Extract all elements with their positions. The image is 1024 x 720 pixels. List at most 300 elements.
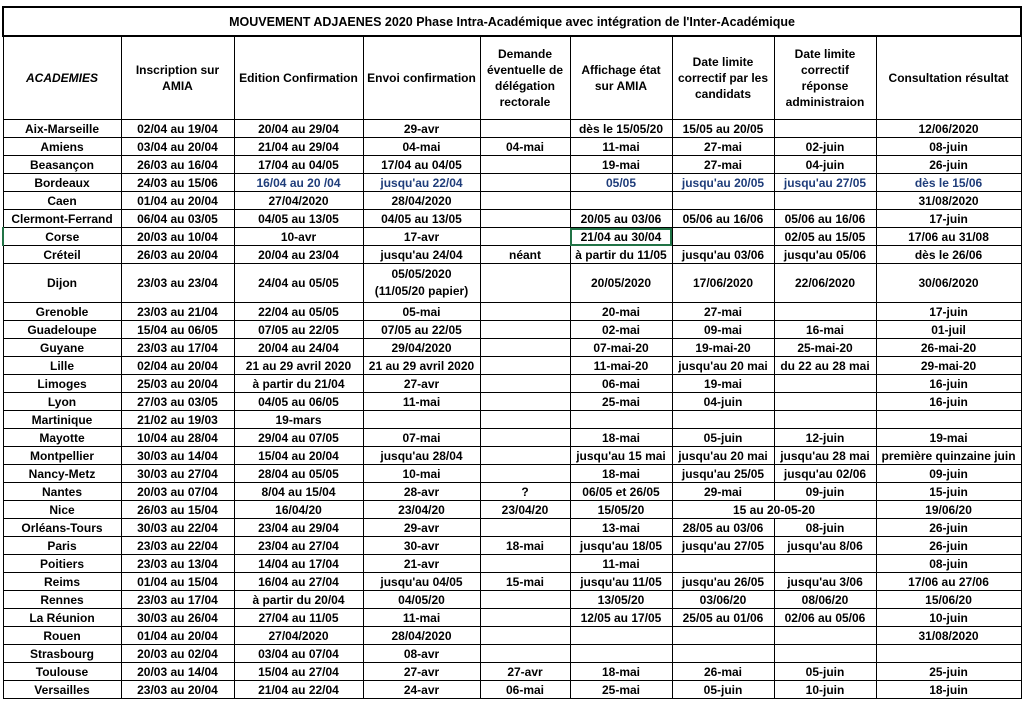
table-cell[interactable]: jusqu'au 20 mai [672,447,774,465]
table-cell[interactable]: 15 au 20-05-20 [672,501,876,519]
table-cell[interactable]: 19-mai-20 [672,339,774,357]
academy-name-cell[interactable]: La Réunion [3,609,121,627]
table-cell[interactable]: 29/04/2020 [363,339,480,357]
table-cell[interactable]: à partir du 21/04 [234,375,363,393]
academy-name-cell[interactable]: Aix-Marseille [3,120,121,138]
table-cell[interactable]: 17/06 au 27/06 [876,573,1021,591]
table-cell[interactable]: jusqu'au 8/06 [774,537,876,555]
table-cell[interactable]: 16/04 au 20 /04 [234,174,363,192]
table-cell[interactable]: 13-mai [570,519,672,537]
academy-name-cell[interactable]: Nancy-Metz [3,465,121,483]
table-cell[interactable]: 17/04 au 04/05 [363,156,480,174]
table-cell[interactable] [480,393,570,411]
table-cell[interactable] [774,393,876,411]
table-cell[interactable]: 08-juin [876,138,1021,156]
table-cell[interactable] [480,627,570,645]
table-cell[interactable]: 23/03 au 22/04 [121,537,234,555]
table-head [3,7,1021,120]
table-cell[interactable] [363,411,480,429]
table-row [3,321,1021,339]
table-cell[interactable]: 04/05 au 13/05 [363,210,480,228]
table-cell[interactable]: 10-juin [774,681,876,699]
table-cell[interactable]: 10/04 au 28/04 [121,429,234,447]
table-cell[interactable] [570,411,672,429]
table-cell[interactable]: 15-juin [876,483,1021,501]
table-cell[interactable]: 26-mai [672,663,774,681]
table-cell[interactable]: 09-juin [774,483,876,501]
table-cell[interactable]: 20/04 au 23/04 [234,246,363,264]
table-cell[interactable]: 18-mai [570,663,672,681]
table-body [3,120,1021,699]
table-cell[interactable] [480,519,570,537]
table-cell[interactable] [774,645,876,663]
table-cell[interactable]: 30-avr [363,537,480,555]
table-cell[interactable] [774,411,876,429]
table-cell[interactable]: 29/04 au 07/05 [234,429,363,447]
table-cell[interactable]: 11-mai [363,393,480,411]
table-cell[interactable]: 21 au 29 avril 2020 [234,357,363,375]
table-cell[interactable] [480,429,570,447]
table-cell[interactable]: 22/06/2020 [774,264,876,303]
table-cell[interactable]: 08-juin [774,519,876,537]
table-cell[interactable]: 02/04 au 20/04 [121,357,234,375]
header-affichage[interactable]: Affichage état sur AMIA [570,36,672,120]
table-cell[interactable]: 02/04 au 19/04 [121,120,234,138]
table-cell[interactable]: 17/06/2020 [672,264,774,303]
table-cell[interactable]: 23/04/20 [363,501,480,519]
table-cell[interactable]: jusqu'au 27/05 [774,174,876,192]
table-cell[interactable]: 22/04 au 05/05 [234,303,363,321]
table-cell[interactable]: 20/03 au 02/04 [121,645,234,663]
academy-name-cell[interactable]: Lyon [3,393,121,411]
table-cell[interactable]: 19-mai [570,156,672,174]
header-academies[interactable]: ACADEMIES [3,36,121,120]
table-cell[interactable]: 04-juin [774,156,876,174]
table-cell[interactable] [774,192,876,210]
sheet-title[interactable]: MOUVEMENT ADJAENES 2020 Phase Intra-Académique avec intégration de l'Inter-Académique [3,7,1021,36]
table-cell[interactable]: 30/03 au 27/04 [121,465,234,483]
academy-name-cell[interactable]: Paris [3,537,121,555]
table-cell[interactable]: jusqu'au 20 mai [672,357,774,375]
table-cell[interactable] [480,591,570,609]
table-cell[interactable]: 20/03 au 14/04 [121,663,234,681]
table-cell[interactable] [570,645,672,663]
table-cell[interactable]: 05/05/2020 (11/05/20 papier) [363,264,480,303]
table-cell[interactable]: 20/03 au 07/04 [121,483,234,501]
academy-name-cell[interactable]: Nantes [3,483,121,501]
table-cell[interactable]: 27-mai [672,303,774,321]
table-cell[interactable]: jusqu'au 24/04 [363,246,480,264]
table-cell[interactable]: 19-mai [672,375,774,393]
table-cell[interactable] [672,192,774,210]
table-cell[interactable]: 30/03 au 22/04 [121,519,234,537]
academy-name-cell[interactable]: Clermont-Ferrand [3,210,121,228]
table-cell[interactable] [480,339,570,357]
table-cell[interactable]: à partir du 20/04 [234,591,363,609]
table-cell[interactable]: 25/03 au 20/04 [121,375,234,393]
table-cell[interactable] [672,411,774,429]
table-cell[interactable]: 08-avr [363,645,480,663]
table-cell[interactable]: dès le 15/06 [876,174,1021,192]
table-cell[interactable]: 23/04 au 29/04 [234,519,363,537]
table-cell[interactable]: jusqu'au 28/04 [363,447,480,465]
header-correctif-administration[interactable]: Date limite correctif réponse administraion [774,36,876,120]
table-cell[interactable]: 16-juin [876,393,1021,411]
table-cell[interactable]: 16-juin [876,375,1021,393]
academy-name-cell[interactable]: Dijon [3,264,121,303]
table-cell[interactable]: 02/06 au 05/06 [774,609,876,627]
table-cell[interactable]: du 22 au 28 mai [774,357,876,375]
table-cell[interactable]: 21/04 au 29/04 [234,138,363,156]
table-cell[interactable] [774,555,876,573]
academy-name-cell[interactable]: Guadeloupe [3,321,121,339]
academy-name-cell[interactable]: Grenoble [3,303,121,321]
table-cell[interactable] [480,264,570,303]
academy-name-cell[interactable]: Reims [3,573,121,591]
table-cell[interactable]: 28/04/2020 [363,627,480,645]
academy-name-cell[interactable]: Créteil [3,246,121,264]
table-cell[interactable]: 23/03 au 17/04 [121,591,234,609]
table-cell[interactable]: 06/04 au 03/05 [121,210,234,228]
table-cell[interactable]: 01-juil [876,321,1021,339]
table-cell[interactable]: 18-juin [876,681,1021,699]
table-cell[interactable] [480,447,570,465]
table-cell[interactable] [876,645,1021,663]
academy-name-cell[interactable]: Nice [3,501,121,519]
table-cell[interactable]: 29-avr [363,120,480,138]
table-cell[interactable] [570,192,672,210]
table-cell[interactable]: 06/05 et 26/05 [570,483,672,501]
table-row [3,375,1021,393]
header-envoi[interactable]: Envoi confirmation [363,36,480,120]
table-cell[interactable]: 25-mai [570,681,672,699]
table-cell[interactable]: 26/03 au 20/04 [121,246,234,264]
table-cell[interactable]: 20/04 au 29/04 [234,120,363,138]
table-cell[interactable] [480,357,570,375]
table-cell[interactable]: 12-juin [774,429,876,447]
table-cell[interactable]: 08/06/20 [774,591,876,609]
table-cell[interactable]: 05/05 [570,174,672,192]
table-cell[interactable]: 07-mai-20 [570,339,672,357]
table-cell[interactable]: 27-mai [672,138,774,156]
table-cell[interactable]: 24/03 au 15/06 [121,174,234,192]
table-cell[interactable]: 02/05 au 15/05 [774,228,876,246]
table-cell[interactable]: 27/04 au 11/05 [234,609,363,627]
table-cell[interactable]: 20/03 au 10/04 [121,228,234,246]
table-cell[interactable]: 25-mai-20 [774,339,876,357]
academy-name-cell[interactable]: Martinique [3,411,121,429]
table-cell[interactable]: jusqu'au 27/05 [672,537,774,555]
table-cell[interactable]: 07-mai [363,429,480,447]
table-cell[interactable]: 05-juin [774,663,876,681]
table-cell[interactable]: 27/03 au 03/05 [121,393,234,411]
table-cell[interactable]: 09-juin [876,465,1021,483]
table-cell[interactable]: jusqu'au 04/05 [363,573,480,591]
table-cell[interactable]: ? [480,483,570,501]
table-cell[interactable]: 01/04 au 20/04 [121,192,234,210]
table-cell[interactable] [876,411,1021,429]
table-cell[interactable] [480,120,570,138]
table-cell[interactable]: 11-mai [570,555,672,573]
header-edition[interactable]: Edition Confirmation [234,36,363,120]
table-cell[interactable]: première quinzaine juin [876,447,1021,465]
table-cell[interactable] [672,627,774,645]
table-cell[interactable]: 19/06/20 [876,501,1021,519]
table-cell[interactable]: 21-avr [363,555,480,573]
table-cell[interactable] [480,210,570,228]
table-cell[interactable]: 16/04 au 27/04 [234,573,363,591]
table-row [3,411,1021,429]
header-delegation[interactable]: Demande éventuelle de délégation rectorale [480,36,570,120]
table-cell[interactable]: 16-mai [774,321,876,339]
table-cell[interactable]: 14/04 au 17/04 [234,555,363,573]
table-cell[interactable]: 17/04 au 04/05 [234,156,363,174]
table-cell[interactable]: 27-avr [363,375,480,393]
academy-name-cell[interactable]: Corse [3,228,121,246]
table-cell[interactable]: jusqu'au 05/06 [774,246,876,264]
table-cell[interactable]: jusqu'au 15 mai [570,447,672,465]
table-cell[interactable]: 19-mars [234,411,363,429]
table-cell[interactable]: jusqu'au 25/05 [672,465,774,483]
table-cell[interactable]: 13/05/20 [570,591,672,609]
table-cell[interactable]: 11-mai-20 [570,357,672,375]
table-cell[interactable]: 17-avr [363,228,480,246]
table-cell[interactable]: 15/05/20 [570,501,672,519]
table-cell[interactable]: 26/03 au 15/04 [121,501,234,519]
table-cell[interactable]: à partir du 11/05 [570,246,672,264]
academy-name-cell[interactable]: Beasançon [3,156,121,174]
title-row [3,7,1021,36]
table-cell[interactable]: 01/04 au 20/04 [121,627,234,645]
table-cell[interactable]: 21/04 au 22/04 [234,681,363,699]
table-cell[interactable]: 15/04 au 27/04 [234,663,363,681]
table-cell[interactable] [774,627,876,645]
table-cell[interactable]: 04-mai [363,138,480,156]
table-cell[interactable]: 03/06/20 [672,591,774,609]
table-cell[interactable]: 29-mai [672,483,774,501]
table-cell[interactable]: 20/05 au 03/06 [570,210,672,228]
academy-name-cell[interactable]: Amiens [3,138,121,156]
table-cell[interactable]: 04-mai [480,138,570,156]
table-cell[interactable]: 09-mai [672,321,774,339]
table-cell[interactable]: 15-mai [480,573,570,591]
header-correctif-candidats[interactable]: Date limite correctif par les candidats [672,36,774,120]
table-cell[interactable] [672,555,774,573]
table-cell[interactable]: 31/08/2020 [876,627,1021,645]
academy-name-cell[interactable]: Toulouse [3,663,121,681]
table-cell[interactable]: 25-juin [876,663,1021,681]
table-cell[interactable]: jusqu'au 11/05 [570,573,672,591]
header-row [3,36,1021,120]
table-cell[interactable] [480,321,570,339]
table-cell[interactable]: 30/03 au 14/04 [121,447,234,465]
table-cell[interactable]: 26-juin [876,519,1021,537]
academy-name-cell[interactable]: Limoges [3,375,121,393]
table-cell[interactable]: 25-mai [570,393,672,411]
table-cell[interactable]: 11-mai [363,609,480,627]
table-row [3,501,1021,519]
table-cell[interactable]: 17-juin [876,303,1021,321]
table-cell[interactable]: 28-avr [363,483,480,501]
academy-name-cell[interactable]: Lille [3,357,121,375]
academy-name-cell[interactable]: Orléans-Tours [3,519,121,537]
table-cell[interactable]: 02-mai [570,321,672,339]
table-cell[interactable]: 26/03 au 16/04 [121,156,234,174]
table-cell[interactable]: 21 au 29 avril 2020 [363,357,480,375]
table-cell[interactable]: 17/06 au 31/08 [876,228,1021,246]
table-cell[interactable] [480,609,570,627]
table-cell[interactable]: 06-mai [570,375,672,393]
table-cell[interactable]: 05/06 au 16/06 [774,210,876,228]
table-cell[interactable]: 06-mai [480,681,570,699]
table-cell[interactable] [480,465,570,483]
table-cell[interactable]: 10-mai [363,465,480,483]
table-cell[interactable]: 31/08/2020 [876,192,1021,210]
table-cell[interactable]: 10-avr [234,228,363,246]
table-cell[interactable]: jusqu'au 20/05 [672,174,774,192]
table-cell[interactable]: 16/04/20 [234,501,363,519]
table-cell[interactable]: 25/05 au 01/06 [672,609,774,627]
academy-name-cell[interactable]: Versailles [3,681,121,699]
academy-name-cell[interactable]: Bordeaux [3,174,121,192]
table-cell[interactable]: 23/03 au 20/04 [121,681,234,699]
table-cell[interactable]: 12/05 au 17/05 [570,609,672,627]
table-row [3,138,1021,156]
table-cell[interactable]: 03/04 au 20/04 [121,138,234,156]
table-cell[interactable]: 26-juin [876,156,1021,174]
table-cell[interactable]: jusqu'au 3/06 [774,573,876,591]
table-cell[interactable]: jusqu'au 03/06 [672,246,774,264]
table-cell[interactable]: 20/04 au 24/04 [234,339,363,357]
table-cell[interactable] [480,192,570,210]
table-cell[interactable]: jusqu'au 18/05 [570,537,672,555]
table-cell[interactable]: 20/05/2020 [570,264,672,303]
table-cell[interactable]: 04-juin [672,393,774,411]
table-cell[interactable]: 24/04 au 05/05 [234,264,363,303]
table-cell[interactable]: 30/03 au 26/04 [121,609,234,627]
table-cell[interactable]: 18-mai [570,465,672,483]
academy-name-cell[interactable]: Guyane [3,339,121,357]
table-cell[interactable]: jusqu'au 22/04 [363,174,480,192]
academy-name-cell[interactable]: Rouen [3,627,121,645]
table-cell[interactable]: 15/06/20 [876,591,1021,609]
table-cell[interactable]: 26-juin [876,537,1021,555]
table-cell[interactable]: 20-mai [570,303,672,321]
table-cell[interactable]: 8/04 au 15/04 [234,483,363,501]
table-cell[interactable]: 07/05 au 22/05 [363,321,480,339]
table-cell[interactable]: jusqu'au 28 mai [774,447,876,465]
table-cell[interactable]: 08-juin [876,555,1021,573]
table-cell[interactable]: 27-mai [672,156,774,174]
table-cell[interactable]: 12/06/2020 [876,120,1021,138]
table-cell[interactable]: 05/06 au 16/06 [672,210,774,228]
table-cell[interactable]: 10-juin [876,609,1021,627]
table-cell[interactable]: 27-avr [363,663,480,681]
academy-name-cell[interactable]: Montpellier [3,447,121,465]
table-cell[interactable]: 05-mai [363,303,480,321]
table-cell[interactable]: 18-mai [480,537,570,555]
table-cell[interactable]: 04/05 au 06/05 [234,393,363,411]
header-consultation[interactable]: Consultation résultat [876,36,1021,120]
table-cell[interactable] [570,627,672,645]
table-cell[interactable] [672,228,774,246]
table-cell[interactable] [480,555,570,573]
table-cell[interactable] [480,228,570,246]
table-cell[interactable] [774,120,876,138]
table-cell[interactable]: 28/05 au 03/06 [672,519,774,537]
table-cell[interactable]: 27-avr [480,663,570,681]
table-cell[interactable]: néant [480,246,570,264]
academy-name-cell[interactable]: Strasbourg [3,645,121,663]
table-cell[interactable]: dès le 26/06 [876,246,1021,264]
table-cell[interactable] [774,375,876,393]
table-cell[interactable]: 23/03 au 23/04 [121,264,234,303]
table-cell[interactable]: 04/05 au 13/05 [234,210,363,228]
table-cell[interactable] [480,156,570,174]
table-cell[interactable]: 01/04 au 15/04 [121,573,234,591]
table-cell[interactable]: 23/04/20 [480,501,570,519]
table-cell[interactable]: 05-juin [672,429,774,447]
table-cell[interactable]: 27/04/2020 [234,192,363,210]
table-cell[interactable]: 29-avr [363,519,480,537]
table-cell[interactable]: 24-avr [363,681,480,699]
table-cell[interactable]: dès le 15/05/20 [570,120,672,138]
table-cell[interactable]: 27/04/2020 [234,627,363,645]
table-cell[interactable] [672,645,774,663]
table-cell[interactable]: 11-mai [570,138,672,156]
academy-name-cell[interactable]: Rennes [3,591,121,609]
academy-name-cell[interactable]: Poitiers [3,555,121,573]
table-cell[interactable]: 17-juin [876,210,1021,228]
table-cell[interactable]: 07/05 au 22/05 [234,321,363,339]
table-cell[interactable]: 28/04/2020 [363,192,480,210]
table-cell[interactable] [480,375,570,393]
table-cell[interactable] [480,645,570,663]
table-cell[interactable] [480,174,570,192]
table-cell[interactable]: 05-juin [672,681,774,699]
table-cell[interactable]: 23/03 au 13/04 [121,555,234,573]
table-cell[interactable]: 19-mai [876,429,1021,447]
table-cell[interactable] [480,411,570,429]
table-cell[interactable]: 23/04 au 27/04 [234,537,363,555]
table-row [3,681,1021,699]
table-row [3,627,1021,645]
header-inscription[interactable]: Inscription sur AMIA [121,36,234,120]
table-cell[interactable] [774,303,876,321]
table-cell[interactable]: 03/04 au 07/04 [234,645,363,663]
table-cell[interactable]: 23/03 au 17/04 [121,339,234,357]
table-cell[interactable]: 02-juin [774,138,876,156]
academy-name-cell[interactable]: Mayotte [3,429,121,447]
table-cell[interactable]: 26-mai-20 [876,339,1021,357]
table-cell[interactable]: 23/03 au 21/04 [121,303,234,321]
table-cell[interactable]: 29-mai-20 [876,357,1021,375]
table-cell[interactable] [480,303,570,321]
table-cell[interactable]: 04/05/20 [363,591,480,609]
table-cell[interactable]: jusqu'au 02/06 [774,465,876,483]
table-cell[interactable]: 15/05 au 20/05 [672,120,774,138]
table-cell[interactable]: 21/04 au 30/04 [570,228,672,246]
table-row [3,156,1021,174]
table-cell[interactable]: 15/04 au 06/05 [121,321,234,339]
table-cell[interactable]: 28/04 au 05/05 [234,465,363,483]
table-cell[interactable]: 30/06/2020 [876,264,1021,303]
academy-name-cell[interactable]: Caen [3,192,121,210]
table-cell[interactable]: 18-mai [570,429,672,447]
table-cell[interactable]: 21/02 au 19/03 [121,411,234,429]
table-cell[interactable]: jusqu'au 26/05 [672,573,774,591]
table-cell[interactable]: 15/04 au 20/04 [234,447,363,465]
